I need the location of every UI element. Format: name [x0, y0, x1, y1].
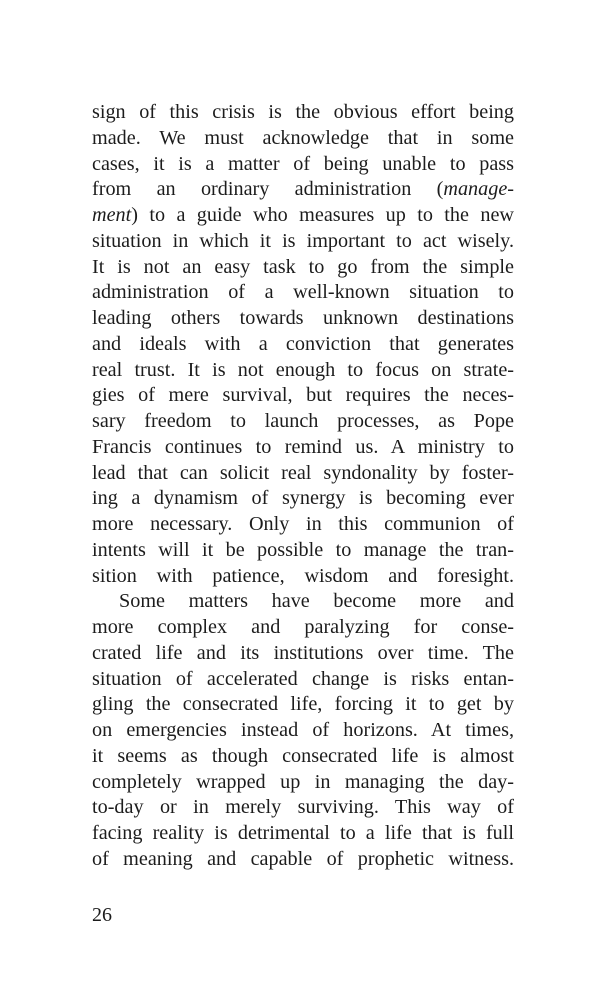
text-line: [92, 641, 514, 667]
text-run: gling the consecrated life, forcing it to get by: [92, 693, 514, 716]
body-text: [92, 100, 514, 873]
italic-text: ment: [92, 204, 132, 226]
text-run: gies of mere survival, but requires the neces-: [92, 384, 514, 407]
text-line: [92, 229, 514, 255]
text-run: Some matters have become more and: [119, 590, 514, 613]
paragraph: [92, 589, 514, 872]
text-run: on emergencies instead of horizons. At times,: [92, 719, 514, 741]
text-run: intents will it be possible to manage the tran-: [92, 538, 514, 561]
text-run: more necessary. Only in this communion of: [92, 513, 514, 535]
text-line: [92, 100, 514, 126]
text-run: made. We must acknowledge that in some: [92, 126, 514, 149]
text-line: [92, 718, 514, 744]
text-run: real trust. It is not enough to focus on strate-: [92, 358, 514, 381]
text-line: [92, 383, 514, 409]
text-run: facing reality is detrimental to a life that is full: [92, 822, 514, 844]
text-run: completely wrapped up in managing the day-: [92, 770, 514, 793]
text-run: of meaning and capable of prophetic witness.: [92, 847, 514, 870]
text-run: cases, it is a matter of being unable to pass: [92, 152, 514, 175]
text-run: from an ordinary administration (: [92, 178, 444, 201]
text-run: crated life and its institutions over time. The: [92, 641, 514, 664]
text-line: [92, 358, 514, 384]
text-line: [92, 589, 514, 615]
text-run: lead that can solicit real syndonality by foster-: [92, 461, 514, 484]
text-line: [92, 255, 514, 281]
text-line: [92, 847, 514, 873]
italic-text: manage-: [443, 178, 514, 201]
text-run: situation in which it is important to act wisely.: [92, 229, 514, 252]
text-run: sary freedom to launch processes, as Pope: [92, 410, 514, 432]
text-line: [92, 564, 514, 590]
text-line: [92, 512, 514, 538]
text-run: Francis continues to remind us. A ministry to: [92, 435, 514, 458]
text-run: leading others towards unknown destinations: [92, 307, 514, 329]
text-line: [92, 744, 514, 770]
text-line: [92, 615, 514, 641]
text-run: sition with patience, wisdom and foresight.: [92, 564, 514, 587]
text-line: [92, 332, 514, 358]
paragraph: [92, 100, 514, 589]
text-line: [92, 461, 514, 487]
text-run: administration of a well-known situation to: [92, 281, 514, 304]
text-run: ) to a guide who measures up to the new: [131, 204, 514, 226]
text-run: sign of this crisis is the obvious effort being: [92, 101, 514, 123]
text-line: [92, 486, 514, 512]
text-line: [92, 435, 514, 461]
text-run: and ideals with a conviction that generates: [92, 332, 514, 355]
text-run: ing a dynamism of synergy is becoming ever: [92, 487, 514, 510]
text-line: [92, 821, 514, 847]
text-line: [92, 795, 514, 821]
text-line: [92, 306, 514, 332]
text-line: [92, 126, 514, 152]
text-run: situation of accelerated change is risks entan-: [92, 667, 514, 690]
text-line: [92, 152, 514, 178]
page-number: 26: [92, 904, 112, 926]
text-line: [92, 280, 514, 306]
text-line: [92, 770, 514, 796]
text-run: it seems as though consecrated life is almost: [92, 744, 514, 767]
text-run: It is not an easy task to go from the simple: [92, 255, 514, 278]
text-line: [92, 203, 514, 229]
text-line: [92, 692, 514, 718]
text-run: more complex and paralyzing for conse-: [92, 616, 514, 638]
text-line: [92, 409, 514, 435]
text-line: [92, 667, 514, 693]
text-run: to-day or in merely surviving. This way of: [92, 796, 514, 819]
text-line: [92, 177, 514, 203]
text-line: [92, 538, 514, 564]
